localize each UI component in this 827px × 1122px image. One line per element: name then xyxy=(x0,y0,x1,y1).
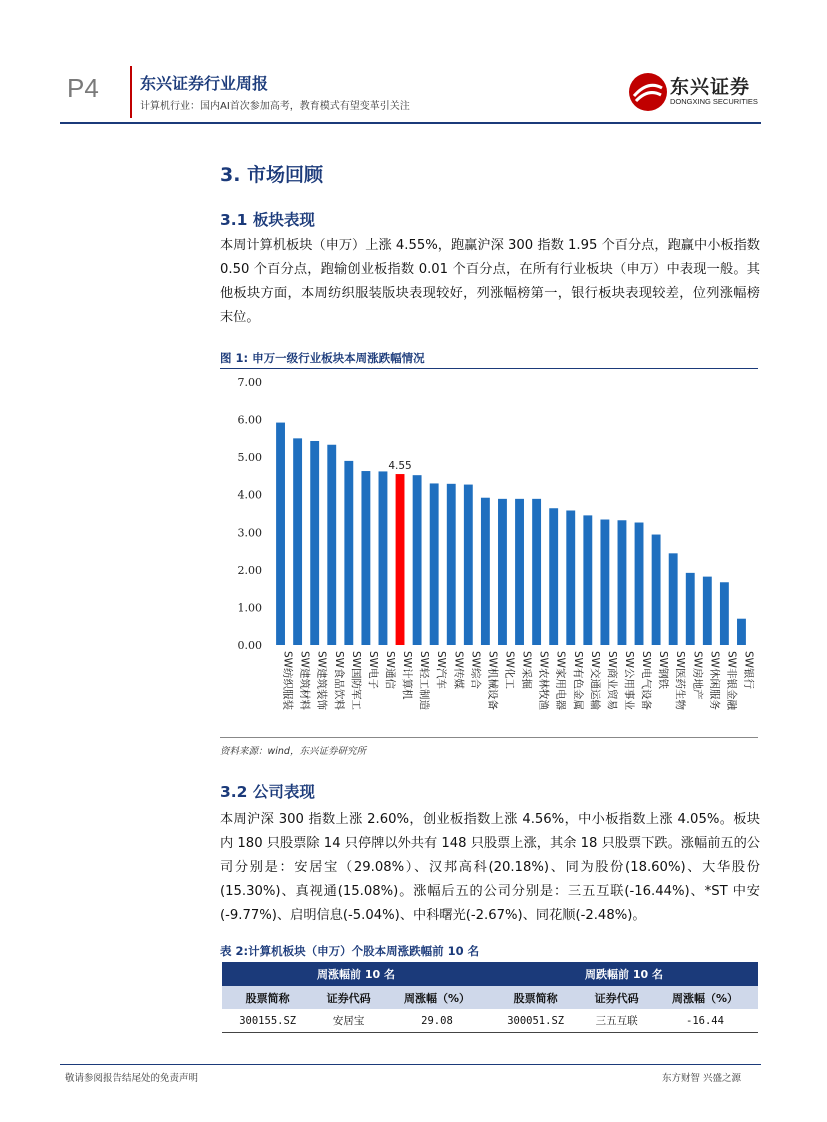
x-tick-label: SW机械设备 xyxy=(486,651,499,711)
gainers-group-header: 周涨幅前 10 名 xyxy=(222,962,490,986)
table-row xyxy=(222,1009,758,1033)
footer-rule xyxy=(60,1064,761,1065)
x-tick-label: SW电气设备 xyxy=(640,651,653,711)
bar xyxy=(549,508,558,645)
x-tick-label: SW农林牧渔 xyxy=(537,651,550,711)
x-tick-label: SW建筑装饰 xyxy=(315,651,328,711)
page-number: P4 xyxy=(67,73,99,103)
logo-text-cn: 东兴证券 xyxy=(670,76,751,98)
x-tick-label: SW轻工制造 xyxy=(418,651,431,711)
y-tick-label: 7.00 xyxy=(237,376,262,389)
x-tick-label: SW汽车 xyxy=(435,651,448,690)
column-header: 证券代码 xyxy=(313,986,384,1009)
bar xyxy=(310,441,319,645)
bar xyxy=(464,485,473,645)
x-tick-label: SW综合 xyxy=(469,651,482,690)
bar xyxy=(515,499,524,645)
bar xyxy=(669,553,678,645)
x-tick-label: SW休闲服务 xyxy=(708,651,721,711)
footer-disclaimer: 敬请参阅报告结尾处的免责声明 xyxy=(65,1073,199,1084)
x-tick-label: SW医药生物 xyxy=(674,651,687,711)
bar xyxy=(379,471,388,645)
y-tick-label: 2.00 xyxy=(237,563,262,577)
bar xyxy=(293,438,302,645)
logo-text-en: DONGXING SECURITIES xyxy=(670,97,758,106)
x-tick-label: SW纺织服装 xyxy=(281,651,294,711)
x-tick-label: SW商业贸易 xyxy=(605,651,618,711)
bar xyxy=(583,515,592,645)
bar xyxy=(447,484,456,645)
company-performance-paragraph: 本周沪深 300 指数上涨 2.60%，创业板指数上涨 4.56%，中小板指数上涨 4.05%。板块内 180 只股票除 14 只停牌以外共有 148 只股票上涨，其余 18 只股票下跌。涨幅前五的公司分别是：安居宝（29.08%）、汉邦高科(20.18%)、同为股份(18.60%)、大华股份(15.30%)、真视通(15.08%)。涨幅后五的公司分别是：三五互联(-16.44%)、*ST 中安(-9.77%)、启明信息(-5.04%)、中科曙光(-2.67%)、同花顺(-2.48%)。 xyxy=(220,812,760,923)
bar xyxy=(737,619,746,645)
table-cell: 29.08 xyxy=(384,1009,490,1033)
column-header: 股票简称 xyxy=(222,986,313,1009)
bar xyxy=(498,499,507,645)
bar xyxy=(720,582,729,645)
column-header: 股票简称 xyxy=(490,986,581,1009)
column-header: 周涨幅（%） xyxy=(384,986,490,1009)
bar xyxy=(361,471,370,645)
y-tick-label: 4.00 xyxy=(237,488,262,502)
x-tick-label: SW非银金融 xyxy=(725,651,738,711)
bar xyxy=(635,523,644,645)
bar xyxy=(686,573,695,645)
report-subtitle: 计算机行业：国内AI首次参加高考，教育模式有望变革引关注 xyxy=(140,101,410,112)
y-tick-label: 0.00 xyxy=(237,639,262,652)
losers-group-header: 周跌幅前 10 名 xyxy=(490,962,758,986)
section-3-2-heading: 3.2 公司表现 xyxy=(220,783,315,801)
x-tick-label: SW房地产 xyxy=(691,651,704,700)
figure-source: 资料来源：wind，东兴证券研究所 xyxy=(220,746,366,757)
x-tick-label: SW银行 xyxy=(742,651,755,690)
column-header: 周涨幅（%） xyxy=(652,986,758,1009)
bar xyxy=(618,520,627,645)
x-tick-label: SW通信 xyxy=(383,651,396,690)
bar xyxy=(413,475,422,645)
footer-slogan: 东方财智 兴盛之源 xyxy=(662,1073,742,1084)
figure-top-rule xyxy=(220,368,758,369)
bar xyxy=(703,577,712,645)
y-tick-label: 5.00 xyxy=(237,451,262,465)
sector-performance-paragraph: 本周计算机板块（申万）上涨 4.55%，跑赢沪深 300 指数 1.95 个百分点，跑赢中小板指数 0.50 个百分点，跑输创业板指数 0.01 个百分点，在所有行业板块（申万）中表现一般。其他板块方面，本周纺织服装版块表现较好，列涨幅榜第一，银行板块表现较差，位列涨幅榜末位。 xyxy=(220,238,760,325)
bar xyxy=(481,498,490,645)
bar xyxy=(532,499,541,645)
bar xyxy=(430,483,439,645)
y-tick-label: 1.00 xyxy=(237,601,262,615)
x-tick-label: SW建筑材料 xyxy=(298,651,311,711)
x-tick-label: SW钢铁 xyxy=(657,651,670,690)
table-2-title: 表 2:计算机板块（申万）个股本周涨跌幅前 10 名 xyxy=(220,944,480,958)
table-cell: 300155.SZ xyxy=(222,1009,313,1033)
x-tick-label: SW化工 xyxy=(503,651,516,690)
x-tick-label: SW电子 xyxy=(366,651,379,690)
x-tick-label: SW计算机 xyxy=(401,651,414,700)
table-cell: -16.44 xyxy=(652,1009,758,1033)
bar xyxy=(396,474,405,645)
bar xyxy=(276,423,285,645)
sector-returns-bar-chart xyxy=(220,370,758,736)
section-3-1-heading: 3.1 板块表现 xyxy=(220,211,315,229)
x-tick-label: SW国防军工 xyxy=(349,651,362,711)
header-divider xyxy=(130,66,132,118)
x-tick-label: SW食品饮料 xyxy=(332,651,345,711)
y-tick-label: 3.00 xyxy=(237,526,262,540)
bar xyxy=(344,461,353,645)
top10-stocks-table xyxy=(222,962,758,1033)
report-title: 东兴证券行业周报 xyxy=(140,74,269,93)
section-3-heading: 3. 市场回顾 xyxy=(220,164,324,186)
table-cell: 300051.SZ xyxy=(490,1009,581,1033)
bar xyxy=(652,535,661,645)
table-cell: 三五互联 xyxy=(581,1009,652,1033)
x-tick-label: SW有色金属 xyxy=(571,651,584,711)
x-tick-label: SW家用电器 xyxy=(554,651,567,711)
x-tick-label: SW采掘 xyxy=(520,651,533,690)
figure-1-title: 图 1: 申万一级行业板块本周涨跌幅情况 xyxy=(220,351,425,365)
x-tick-label: SW交通运输 xyxy=(588,651,601,711)
bar xyxy=(566,510,575,645)
x-tick-label: SW公用事业 xyxy=(622,651,635,711)
y-tick-label: 6.00 xyxy=(237,413,262,427)
table-cell: 安居宝 xyxy=(313,1009,384,1033)
header-rule xyxy=(60,122,761,124)
x-tick-label: SW传媒 xyxy=(452,651,465,690)
column-header: 证券代码 xyxy=(581,986,652,1009)
bar xyxy=(327,445,336,645)
bar xyxy=(600,520,609,645)
data-label: 4.55 xyxy=(388,460,412,473)
figure-bottom-rule xyxy=(220,737,758,738)
